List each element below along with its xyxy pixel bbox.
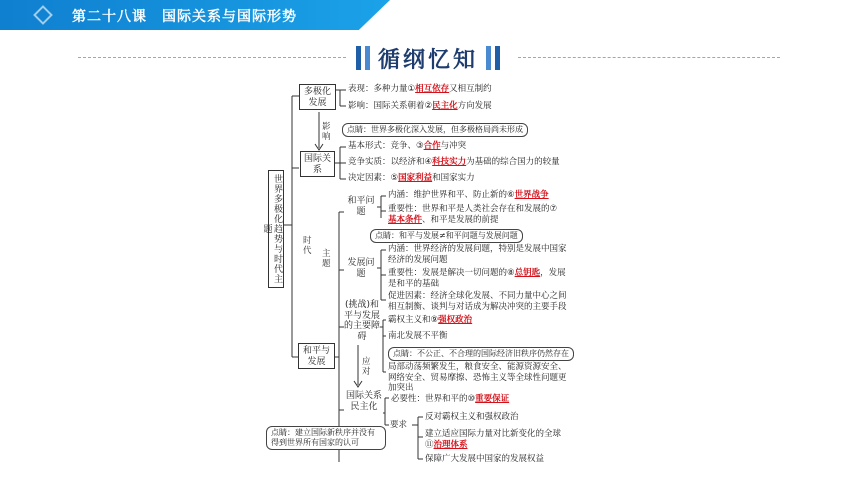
dev-line2b: 是和平的基础 xyxy=(388,279,440,289)
obstacle-line1: 霸权主义和⑨强权政治 xyxy=(388,315,473,325)
bottom-tip: 点睛：建立国际新秩序并没有得到世界所有国家的认可 xyxy=(266,426,386,450)
peace-line2: 重要性：世界和平是人类社会存在和发展的⑦ xyxy=(388,204,558,214)
democratization-node: 国际关系民主化 xyxy=(345,391,383,429)
democratization-line1: 必要性：世界和平的⑩重要保证 xyxy=(391,394,510,404)
multipolar-line2: 影响：国际关系朝着②民主化方向发展 xyxy=(348,101,492,111)
requirement-2b: ⑪治理体系 xyxy=(425,440,468,450)
requirement-2: 建立适应国际力量对比新变化的全球 xyxy=(425,429,562,439)
influence-label: 影响 xyxy=(322,122,331,142)
multipolar-tip: 点睛：世界多极化深入发展，但多极格局尚未形成 xyxy=(342,123,528,137)
obstacle-tip: 点睛：不公正、不合理的国际经济旧秩序仍然存在 xyxy=(388,347,574,361)
dev-line2: 重要性：发展是解决一切问题的⑧总钥匙，发展 xyxy=(388,268,566,278)
peace-development-node: 和平与发展 xyxy=(298,343,335,369)
obstacles-node: (挑战)和平与发展的主要障碍 xyxy=(344,300,380,344)
peace-tip: 点睛：和平与发展≠和平问题与发展问题 xyxy=(370,229,523,243)
intl-line1: 基本形式：竞争、③合作与冲突 xyxy=(348,141,467,151)
requirement-label: 要求 xyxy=(390,420,408,430)
peace-node: 和平问题 xyxy=(345,194,377,220)
multipolar-node: 多极化发展 xyxy=(299,84,336,110)
intl-relations-node: 国际关系 xyxy=(300,151,335,177)
obstacle-line3b: 网络安全、贸易摩擦、恐怖主义等全球性问题更 xyxy=(388,373,567,383)
multipolar-line1: 表现：多种力量①相互依存又相互制约 xyxy=(348,84,492,94)
peace-line1: 内涵：维护世界和平、防止新的⑥世界战争 xyxy=(388,190,549,200)
countermeasure-label: 应对 xyxy=(362,357,371,377)
theme-label: 主题 xyxy=(322,249,331,269)
intl-line2: 竞争实质：以经济和④科技实力为基础的综合国力的较量 xyxy=(348,157,560,167)
obstacle-line2: 南北发展不平衡 xyxy=(388,331,448,341)
development-node: 发展问题 xyxy=(345,256,377,282)
lesson-title: 第二十八课 国际关系与国际形势 xyxy=(72,9,297,25)
dev-line1: 内涵：世界经济的发展问题，特别是发展中国家 xyxy=(388,244,567,254)
dev-line3: 促进因素：经济全球化发展、不同力量中心之间 xyxy=(388,291,567,301)
obstacle-line3: 局部动荡频繁发生，粮食安全、能源资源安全、 xyxy=(388,362,567,372)
root-node: 世界多极化趋势与时代主题 xyxy=(268,170,284,288)
dev-line3b: 相互制衡、谈判与对话成为解决冲突的主要手段 xyxy=(388,302,567,312)
peace-line3: 基本条件、和平是发展的前提 xyxy=(388,215,499,225)
intl-line3: 决定因素：⑤国家利益和国家实力 xyxy=(348,173,475,183)
obstacle-line3c: 加突出 xyxy=(388,383,414,393)
requirement-1: 反对霸权主义和强权政治 xyxy=(425,412,519,422)
requirement-3: 保障广大发展中国家的发展权益 xyxy=(425,454,545,464)
era-label: 时代 xyxy=(303,236,312,256)
dev-line1b: 经济的发展问题 xyxy=(388,255,448,265)
section-title: 循纲忆知 xyxy=(378,47,479,73)
